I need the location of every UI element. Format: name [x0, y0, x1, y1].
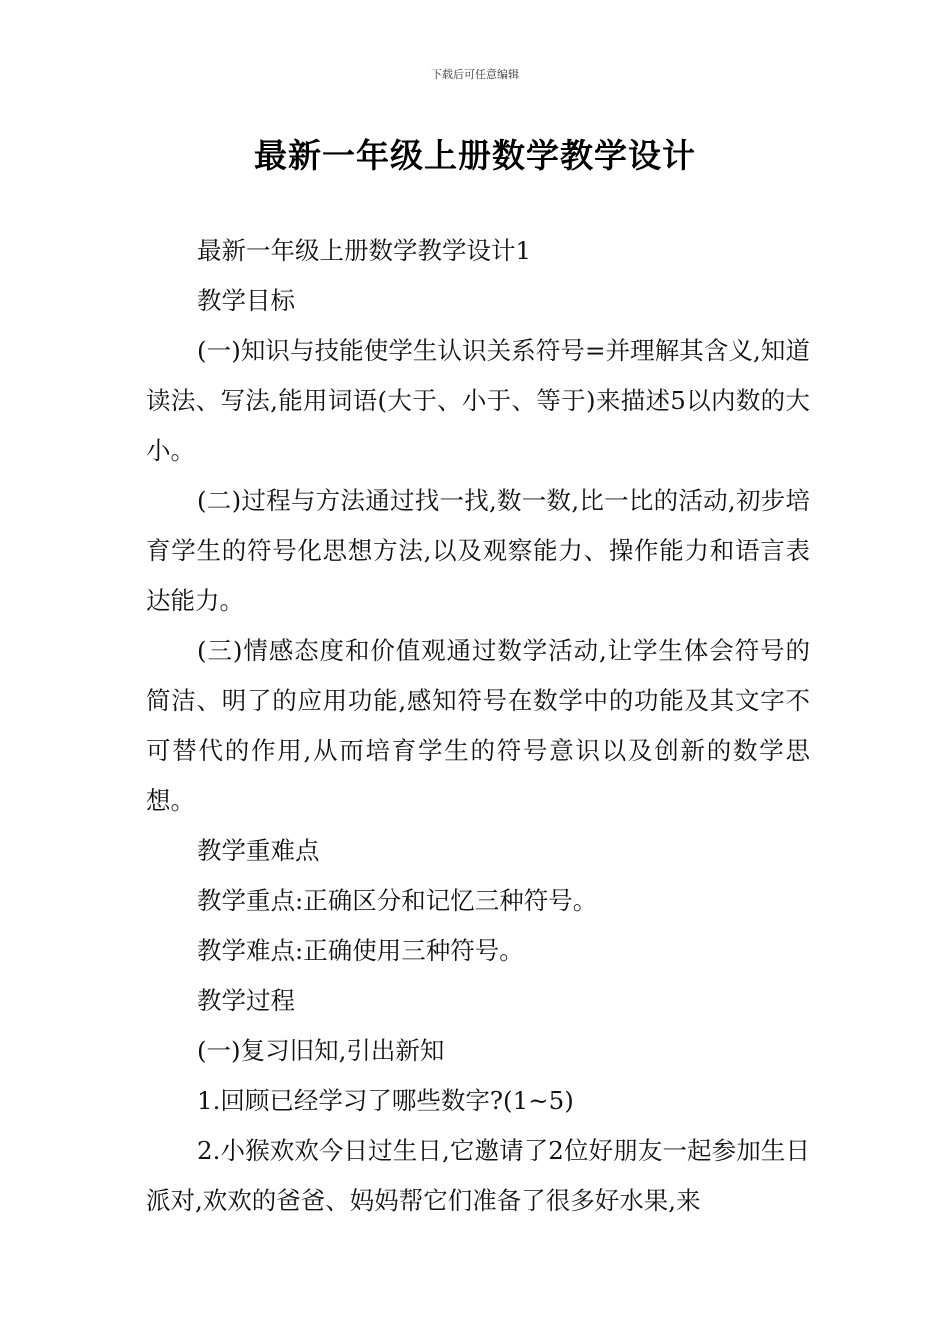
paragraph-knowledge-skills: (一)知识与技能使学生认识关系符号=并理解其含义,知道读法、写法,能用词语(大于、小于、等于)来描述5以内数的大小。 [146, 336, 810, 465]
document-body [146, 226, 810, 1226]
section-heading-objectives: 教学目标 [197, 286, 295, 315]
document-title: 最新一年级上册数学教学设计 [254, 136, 696, 175]
subtitle-paragraph: 最新一年级上册数学教学设计1 [197, 236, 532, 265]
paragraph-process-method: (二)过程与方法通过找一找,数一数,比一比的活动,初步培育学生的符号化思想方法,以及观察能力、操作能力和语言表达能力。 [146, 486, 810, 615]
section-heading-process: 教学过程 [197, 986, 295, 1015]
paragraph-step-1: 1.回顾已经学习了哪些数字?(1~5) [197, 1086, 574, 1115]
paragraph-review: (一)复习旧知,引出新知 [197, 1036, 445, 1065]
page-header: 下载后可任意编辑 [431, 68, 519, 81]
section-heading-key-points: 教学重难点 [197, 836, 320, 865]
paragraph-step-2: 2.小猴欢欢今日过生日,它邀请了2位好朋友一起参加生日派对,欢欢的爸爸、妈妈帮它们准备了很多好水果,来 [146, 1136, 810, 1215]
paragraph-emotion-values: (三)情感态度和价值观通过数学活动,让学生体会符号的简洁、明了的应用功能,感知符号在数学中的功能及其文字不可替代的作用,从而培育学生的符号意识以及创新的数学思想。 [146, 636, 810, 815]
paragraph-key-point: 教学重点:正确区分和记忆三种符号。 [197, 886, 598, 915]
paragraph-difficulty: 教学难点:正确使用三种符号。 [197, 936, 524, 965]
